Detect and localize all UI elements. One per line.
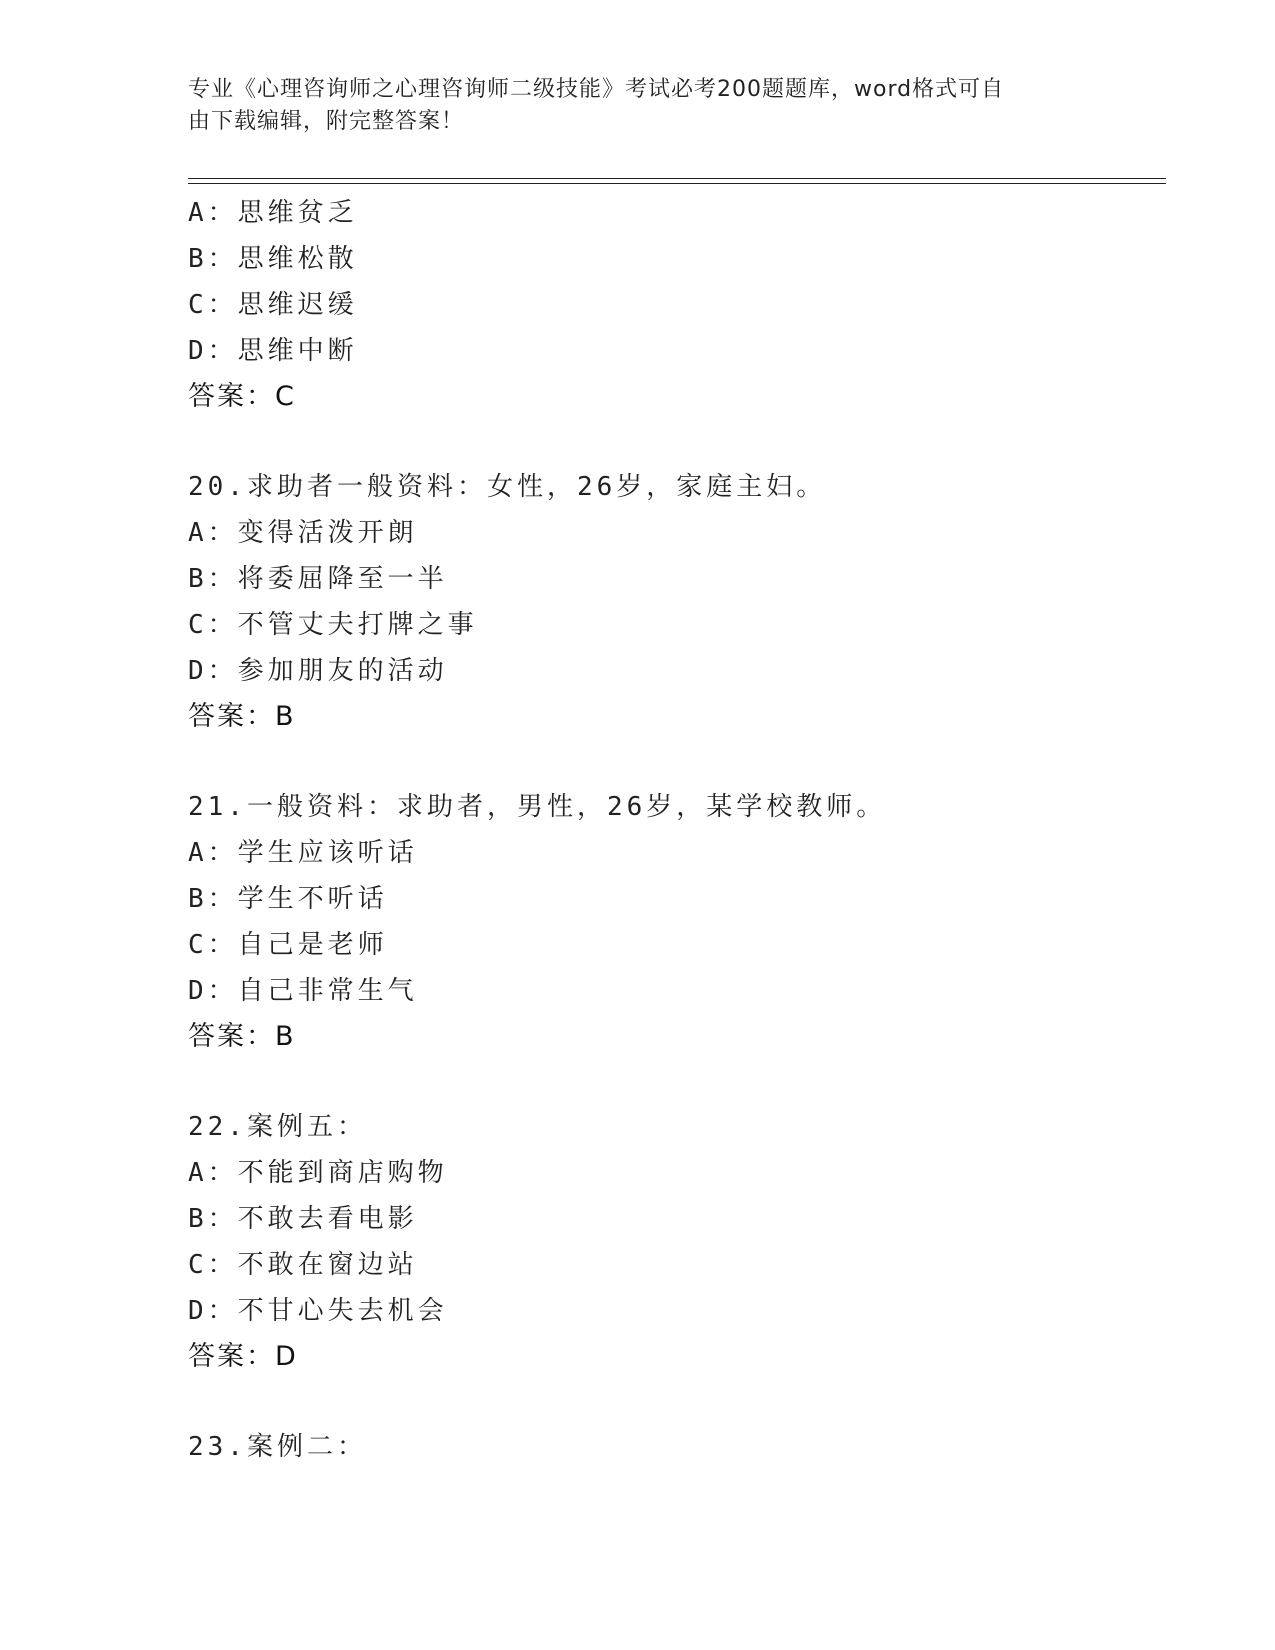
answer-line: 答案：D [188,1341,298,1372]
option-a: A：变得活泼开朗 [188,518,418,548]
question-list [188,190,1138,1470]
question-text: 20.求助者一般资料：女性，26岁，家庭主妇。 [188,472,827,502]
question-text: 21.一般资料：求助者，男性，26岁，某学校教师。 [188,792,887,822]
question-22 [188,1104,1138,1380]
option-b: B：思维松散 [188,244,358,274]
option-d: D：不甘心失去机会 [188,1296,448,1326]
header-line-2: 由下载编辑，附完整答案！ [188,109,465,134]
spacer [188,420,1138,464]
question-19 [188,190,1138,420]
spacer [188,1380,1138,1424]
document-header [188,74,1088,138]
header-line-1: 专业《心理咨询师之心理咨询师二级技能》考试必考200题题库，word格式可自 [188,77,1005,102]
question-text: 23.案例二： [188,1432,367,1462]
option-c: C：不敢在窗边站 [188,1250,418,1280]
option-a: A：思维贫乏 [188,198,358,228]
question-text: 22.案例五： [188,1112,367,1142]
option-b: B：将委屈降至一半 [188,564,448,594]
option-c: C：思维迟缓 [188,290,358,320]
option-a: A：不能到商店购物 [188,1158,448,1188]
question-23 [188,1424,1138,1470]
option-c: C：不管丈夫打牌之事 [188,610,478,640]
answer-line: 答案：B [188,1021,296,1052]
option-d: D：思维中断 [188,336,358,366]
spacer [188,740,1138,784]
option-d: D：参加朋友的活动 [188,656,448,686]
answer-line: 答案：B [188,701,296,732]
option-a: A：学生应该听话 [188,838,418,868]
option-b: B：学生不听话 [188,884,388,914]
answer-line: 答案：C [188,381,296,412]
header-divider-top [188,178,1166,179]
question-20 [188,464,1138,740]
header-divider-bottom [188,183,1166,184]
option-d: D：自己非常生气 [188,976,418,1006]
spacer [188,1060,1138,1104]
question-21 [188,784,1138,1060]
option-c: C：自己是老师 [188,930,388,960]
option-b: B：不敢去看电影 [188,1204,418,1234]
